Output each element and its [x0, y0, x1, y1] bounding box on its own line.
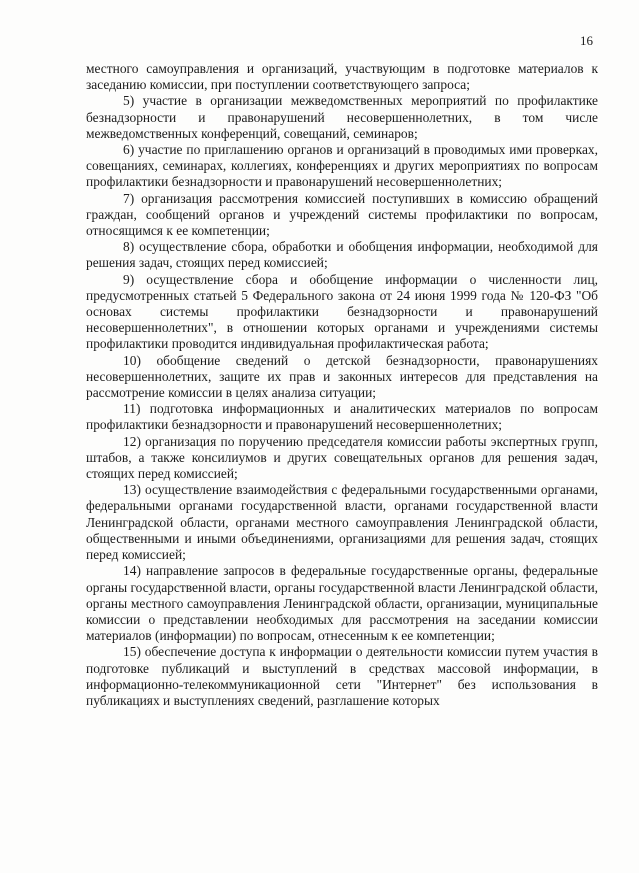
- paragraph-continuation: местного самоуправления и организаций, участвующим в подготовке материалов к заседанию комиссии, при поступлении соответствующего запроса;: [86, 61, 598, 93]
- paragraph-item-8: 8) осуществление сбора, обработки и обобщения информации, необходимой для решения задач, стоящих перед комиссией;: [86, 239, 598, 271]
- paragraph-item-15: 15) обеспечение доступа к информации о деятельности комиссии путем участия в подготовке публикаций и выступлений в средствах массовой информации, в информационно-телекоммуникационной сети "Интернет" без использования в публикациях и выступлениях сведений, разглашение которых: [86, 644, 598, 708]
- page-number: 16: [580, 33, 593, 48]
- paragraph-item-10: 10) обобщение сведений о детской безнадзорности, правонарушениях несовершеннолетних, защите их прав и законных интересов для представления на рассмотрение комиссии в целях анализа ситуации;: [86, 352, 598, 401]
- paragraph-item-13: 13) осуществление взаимодействия с федеральными государственными органами, федеральными органами государственной власти, органами государственной власти Ленинградской области, органами местного самоуправления Ленинградской области, общественными и иными объединениями, организациями для решения задач, стоящих перед комиссией;: [86, 482, 598, 563]
- paragraph-item-7: 7) организация рассмотрения комиссией поступивших в комиссию обращений граждан, сообщений органов и учреждений системы профилактики по вопросам, относящимся к ее компетенции;: [86, 190, 598, 239]
- paragraph-item-5: 5) участие в организации межведомственных мероприятий по профилактике безнадзорности и правонарушений несовершеннолетних, в том числе межведомственных конференций, совещаний, семинаров;: [86, 93, 598, 141]
- paragraph-item-11: 11) подготовка информационных и аналитических материалов по вопросам профилактики безнадзорности и правонарушений несовершеннолетних;: [86, 401, 598, 433]
- document-body: [86, 61, 598, 709]
- paragraph-item-6: 6) участие по приглашению органов и организаций в проводимых ими проверках, совещаниях, семинарах, коллегиях, конференциях и других мероприятиях по вопросам профилактики безнадзорности и правонарушений несовершеннолетних;: [86, 142, 598, 190]
- paragraph-item-14: 14) направление запросов в федеральные государственные органы, федеральные органы государственной власти, органы государственной власти Ленинградской области, органы местного самоуправления Ленинградской области, организации, муниципальные комиссии о представлении необходимых для рассмотрения на заседании комиссии материалов (информации) по вопросам, отнесенным к ее компетенции;: [86, 563, 598, 644]
- paragraph-item-12: 12) организация по поручению председателя комиссии работы экспертных групп, штабов, а также консилиумов и других совещательных органов для решения задач, стоящих перед комиссией;: [86, 433, 598, 482]
- paragraph-item-9: 9) осуществление сбора и обобщение информации о численности лиц, предусмотренных статьей 5 Федерального закона от 24 июня 1999 года № 120-ФЗ "Об основах системы профилактики безнадзорности и правонарушений несовершеннолетних", в отношении которых органами и учреждениями системы профилактики проводится индивидуальная профилактическая работа;: [86, 271, 598, 352]
